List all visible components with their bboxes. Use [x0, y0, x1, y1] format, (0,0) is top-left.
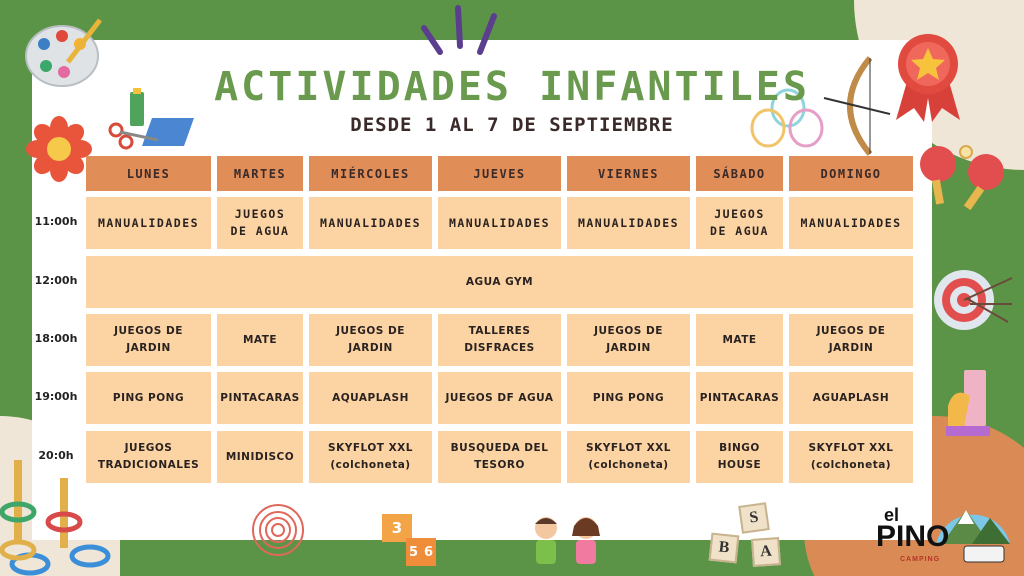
activity-cell: MANUALIDADES	[86, 197, 211, 249]
activity-cell: JUEGOS TRADICIONALES	[86, 431, 211, 483]
activity-cell: BUSQUEDA DEL TESORO	[438, 431, 561, 483]
activity-cell: MANUALIDADES	[309, 197, 432, 249]
chess-pieces-icon	[944, 366, 994, 442]
activity-cell: MANUALIDADES	[438, 197, 561, 249]
page-subtitle: DESDE 1 AL 7 DE SEPTIEMBRE	[350, 114, 674, 136]
day-header-miercoles: MIÉRCOLES	[309, 156, 432, 191]
activity-cell-agua-gym: AGUA GYM	[86, 256, 913, 308]
activity-cell: MATE	[696, 314, 783, 366]
day-header-jueves: JUEVES	[438, 156, 561, 191]
day-header-sabado: SÁBADO	[696, 156, 783, 191]
activity-cell: JUEGOS DE JARDIN	[86, 314, 211, 366]
activity-cell: SKYFLOT XXL (colchoneta)	[567, 431, 690, 483]
page-title: ACTIVIDADES INFANTILES	[214, 64, 810, 110]
letter-tile: S	[738, 502, 770, 534]
activity-cell: SKYFLOT XXL (colchoneta)	[309, 431, 432, 483]
time-label: 11:00h	[34, 215, 78, 228]
letter-tile: B	[709, 533, 740, 564]
dice-icon	[382, 514, 438, 566]
activity-cell: JUEGOS DE JARDIN	[567, 314, 690, 366]
activity-cell: JUEGOS DE JARDIN	[309, 314, 432, 366]
letter-tile: A	[751, 537, 781, 567]
activity-cell: JUEGOS DF AGUA	[438, 372, 561, 424]
letter-tiles-icon	[706, 500, 796, 570]
activity-cell: PING PONG	[86, 372, 211, 424]
die-face: 6	[423, 544, 434, 560]
activity-cell: PINTACARAS	[696, 372, 783, 424]
activity-cell: JUEGOS DE AGUA	[696, 197, 783, 249]
die-face: 5	[408, 544, 419, 560]
activity-cell: PINTACARAS	[217, 372, 303, 424]
time-label: 20:0h	[38, 449, 74, 462]
day-header-lunes: LUNES	[86, 156, 211, 191]
time-label: 18:00h	[34, 332, 78, 345]
day-header-martes: MARTES	[217, 156, 303, 191]
activity-cell: JUEGOS DE AGUA	[217, 197, 303, 249]
activity-cell: BINGO HOUSE	[696, 431, 783, 483]
day-header-domingo: DOMINGO	[789, 156, 913, 191]
die-face: 3	[382, 514, 412, 542]
spiral-icon	[250, 500, 306, 560]
time-label: 19:00h	[34, 390, 78, 403]
logo-tagline: CAMPING	[900, 556, 941, 563]
day-header-viernes: VIERNES	[567, 156, 690, 191]
activity-cell: MANUALIDADES	[567, 197, 690, 249]
activity-cell: TALLERES DISFRACES	[438, 314, 561, 366]
ping-pong-paddles-icon	[910, 142, 1014, 212]
purple-sparkle-icon	[414, 2, 504, 58]
logo-small-text: el	[884, 505, 900, 525]
activity-cell: AQUAPLASH	[309, 372, 432, 424]
archery-target-icon	[932, 264, 1016, 336]
logo-text: PINO	[876, 520, 950, 553]
activity-cell: AGUAPLASH	[789, 372, 913, 424]
activity-cell: JUEGOS DE JARDIN	[789, 314, 913, 366]
activity-cell: MATE	[217, 314, 303, 366]
time-label: 12:00h	[34, 274, 78, 287]
activity-cell: MINIDISCO	[217, 431, 303, 483]
children-icon	[520, 514, 614, 576]
activity-cell: SKYFLOT XXL (colchoneta)	[789, 431, 913, 483]
activity-cell: PING PONG	[567, 372, 690, 424]
activity-cell: MANUALIDADES	[789, 197, 913, 249]
